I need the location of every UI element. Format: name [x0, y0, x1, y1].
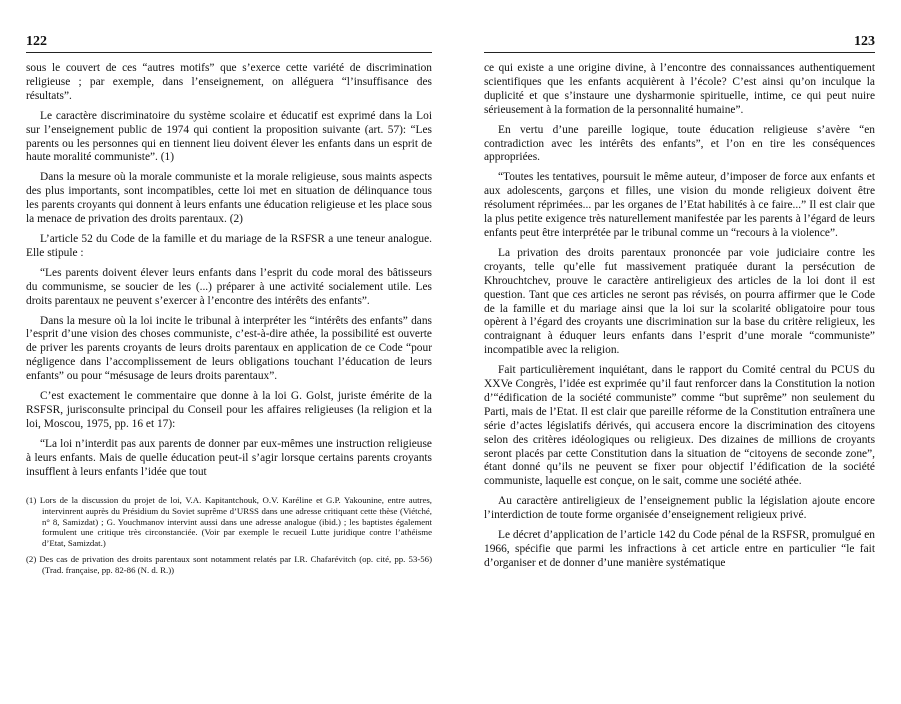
left-page-number: 122: [26, 34, 432, 53]
paragraph: La privation des droits parentaux prononcée par voie judiciaire contre les croyants, telle qu’elle fut massivement pratiquée durant la persécution de Khrouchtchev, prouve le caractère antireligieux des articles de la loi dont il est question. Tant que ces articles ne seront pas révisés, on pourra affirmer que le Code de la famille et du mariage ainsi que la loi sur la scolarité obligatoire pour tous opèrent à l’égard des croyants une discrimination sur la base du critère religieux, les contraignant à éduquer leurs enfants dans l’esprit d’une morale “communiste” incompatible avec la religion.: [484, 246, 875, 357]
paragraph: En vertu d’une pareille logique, toute éducation religieuse s’avère “en contradiction avec les intérêts des enfants”, et l’on en tire les conséquences appropriées.: [484, 123, 875, 164]
quote-paragraph: “La loi n’interdit pas aux parents de donner par eux-mêmes une instruction religieuse à leurs enfants. Mais de quelle éducation peut-il s’agir lorsque certains parents croyants insufflent à leurs enfants l’idée que tout: [26, 437, 432, 478]
paragraph: Dans la mesure où la loi incite le tribunal à interpréter les “intérêts des enfants” dans l’esprit d’une vision des choses communiste, c’est-à-dire athée, la possibilité est ouverte de priver les parents croyants de leurs droits parentaux en application de ce Code “pour négligence dans l’accomplissement de leurs obligations touchant l’éducation de leurs enfants” ou pour “mésusage de leurs droits parentaux”.: [26, 314, 432, 383]
left-page: [0, 0, 450, 704]
right-page: [450, 0, 901, 704]
quote-paragraph: “Les parents doivent élever leurs enfants dans l’esprit du code moral des bâtisseurs du communisme, se soucier de les (...) préparer à une activité socialement utile. Les droits parentaux ne peuvent s’exercer à l’encontre des intérêts des enfants”.: [26, 266, 432, 307]
footnotes: [26, 495, 432, 575]
left-page-body: [26, 62, 432, 479]
right-page-body: [484, 62, 875, 571]
paragraph: sous le couvert de ces “autres motifs” que s’exerce cette variété de discrimination religieuse ; par exemple, dans l’enseignement, on alléguera “l’insuffisance des résultats”.: [26, 62, 432, 102]
right-page-number: 123: [484, 34, 875, 53]
paragraph: Le caractère discriminatoire du système scolaire et éducatif est exprimé dans la Loi sur l’enseignement public de 1974 qui contient la proposition suivante (art. 57): “Les parents ou les personnes qui en tiennent lieu doivent élever les enfants dans un esprit de haute moralité communiste”. (1): [26, 109, 432, 164]
quote-paragraph: “Toutes les tentatives, poursuit le même auteur, d’imposer de force aux enfants et aux adolescents, garçons et filles, une vision du monde religieux doivent être résolument réprimées... par les organes de l’Etat habilités à ce faire...” Il est clair que la plus petite exigence très naturellement manifestée par les parents à l’égard de leurs enfants peut être interprétée par le tribunal comme un “recours à la violence”.: [484, 171, 875, 239]
paragraph: ce qui existe a une origine divine, à l’encontre des connaissances authentiquement scientifiques que les enfants acquièrent à l’école? C’est ainsi qu’on inculque la duplicité et que s’instaure une dysharmonie spirituelle, intime, ce qui peut nuire sérieusement à la formation de la personnalité humaine”.: [484, 62, 875, 116]
paragraph: Au caractère antireligieux de l’enseignement public la législation ajoute encore l’interdiction de toute forme organisée d’enseignement religieux privé.: [484, 495, 875, 522]
paragraph: Fait particulièrement inquiétant, dans le rapport du Comité central du PCUS du XXVe Congrès, l’idée est exprimée qu’il faut renforcer dans la Constitution la notion d’“édification de la société communiste” comme “but suprême” non seulement du Parti, mais de l’Etat. Il est clair que pareille réforme de la Constitution entraînera une série d’actes législatifs dérivés, qui accusera encore la discrimination des citoyens selon des critères idéologiques ou religieux. Des dizaines de millions de croyants seront placés par cette Constitution dans la situation de “citoyens de seconde zone”, étant donné qu’ils ne peuvent se fixer pour objectif l’édification de la société communiste, laquelle est conçue, on le sait, comme une société athée.: [484, 364, 875, 488]
paragraph: L’article 52 du Code de la famille et du mariage de la RSFSR a une teneur analogue. Elle stipule :: [26, 232, 432, 259]
footnote: (1) Lors de la discussion du projet de loi, V.A. Kapitantchouk, O.V. Karéline et G.P. Yakounine, entre autres, intervinrent auprès du Présidium du Soviet suprême d’URSS dans une adresse critiquant cette thèse (Viétché, n° 8, Samizdat) ; G. Youchmanov intervint aussi dans une adresse analogue (ibid.) ; les baptistes également formulent une critique très circonstanciée. (Voir par exemple le recueil Lutte juridique contre l’athéisme d’Etat, Samizdat.): [26, 495, 432, 548]
footnote: (2) Des cas de privation des droits parentaux sont notamment relatés par I.R. Chafarévitch (op. cité, pp. 53-56) (Trad. française, pp. 82-86 (N. d. R.)): [26, 554, 432, 576]
paragraph: Dans la mesure où la morale communiste et la morale religieuse, sous maints aspects des plus importants, sont incompatibles, cette loi met en situation de délinquance tous les parents croyants qui donnent à leurs enfants une éducation religieuse et les place sous la menace de privation des droits parentaux. (2): [26, 171, 432, 226]
paragraph: C’est exactement le commentaire que donne à la loi G. Golst, juriste émérite de la RSFSR, jurisconsulte principal du Conseil pour les affaires religieuses (la religion et la loi, Moscou, 1975, pp. 16 et 17):: [26, 390, 432, 430]
paragraph: Le décret d’application de l’article 142 du Code pénal de la RSFSR, promulgué en 1966, spécifie que parmi les infractions à cet article entre en particulier “le fait d’organiser et de donner d’une manière systématique: [484, 529, 875, 569]
